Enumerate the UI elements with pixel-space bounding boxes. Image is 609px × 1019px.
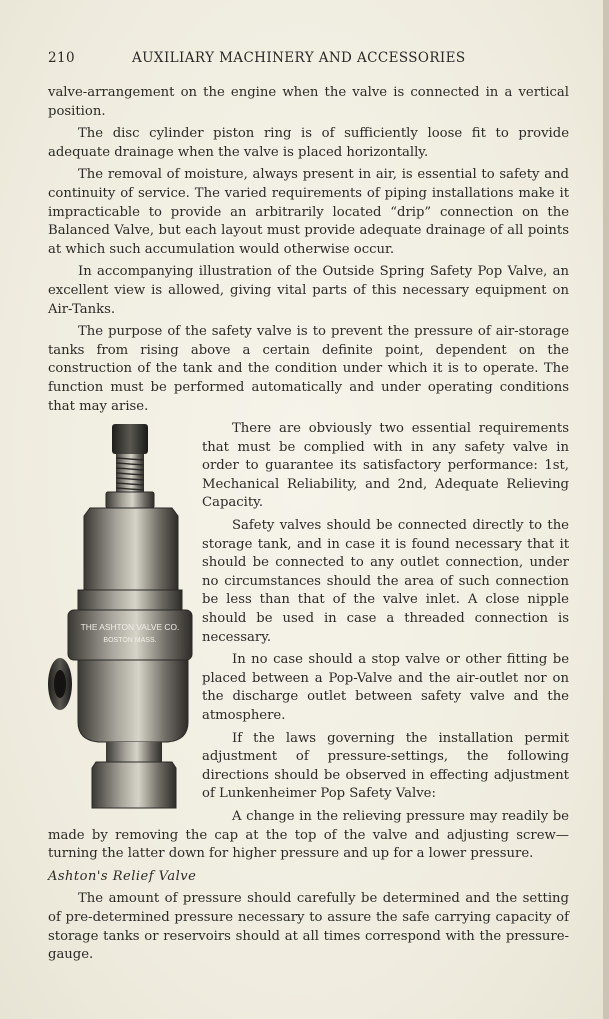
paragraph: The removal of moisture, always present in air, is essential to safety and continuity of service. The varied requirements of piping installations make it impracticable to provide an arbitrarily located “drip” connection on the Balanced Valve, but each layout must provide adequate drainage of all points at which such accumulation would otherwise occur. <box>48 167 569 257</box>
relief-valve-illustration <box>48 422 196 814</box>
paragraph: In accompanying illustration of the Outside Spring Safety Pop Valve, an excellent view is allowed, giving vital parts of this necessary equipment on Air-Tanks. <box>48 264 569 317</box>
paragraph: There are obviously two essential requirements that must be complied with in any safety valve in order to guarantee its satisfactory performance: 1st, Mechanical Reliability, and 2nd, Adequate Relieving Capacity. <box>202 421 569 511</box>
paragraph: valve-arrangement on the engine when the valve is connected in a vertical position. <box>48 85 569 119</box>
engraving-line-2: BOSTON MASS. <box>103 637 157 645</box>
page-number: 210 <box>48 50 75 66</box>
engraving-line-1: THE ASHTON VALVE CO. <box>80 622 180 633</box>
figure-caption: Ashton's Relief Valve <box>48 868 197 884</box>
paragraph: If the laws governing the installation permit adjustment of pressure-settings, the following directions should be observed in effecting adjustment of Lunkenheimer Pop Safety Valve: <box>202 730 569 802</box>
paragraph: In no case should a stop valve or other fitting be placed between a Pop-Valve and the air-outlet nor on the discharge outlet between safety valve and the atmosphere. <box>202 652 569 723</box>
paragraph: The purpose of the safety valve is to prevent the pressure of air-storage tanks from rising above a certain definite point, dependent on the construction of the tank and the condition under which it is to operate. The function must be performed automatically and under operating conditions that may arise. <box>48 324 569 414</box>
paragraph: The amount of pressure should carefully be determined and the setting of pre-determined pressure necessary to assure the safe carrying capacity of storage tanks or reservoirs should at all times correspond with the pressure-gauge. <box>48 891 569 963</box>
paragraph: A change in the relieving pressure may readily be made by removing the cap at the top of the valve and adjusting screw—turning the latter down for higher pressure and up for a lower pressure. <box>48 808 569 862</box>
running-title: AUXILIARY MACHINERY AND ACCESSORIES <box>132 50 466 66</box>
paragraph: The disc cylinder piston ring is of sufficiently loose fit to provide adequate drainage when the valve is placed horizontally. <box>48 126 569 160</box>
relief-valve-figure <box>48 422 196 814</box>
page-body <box>48 84 569 969</box>
paragraph: Safety valves should be connected directly to the storage tank, and in case it is found necessary that it should be connected to any outlet connection, under no circumstances should the area of such connection be less than that of the valve inlet. A close nipple should be used in case a threaded connection is necessary. <box>202 518 569 645</box>
